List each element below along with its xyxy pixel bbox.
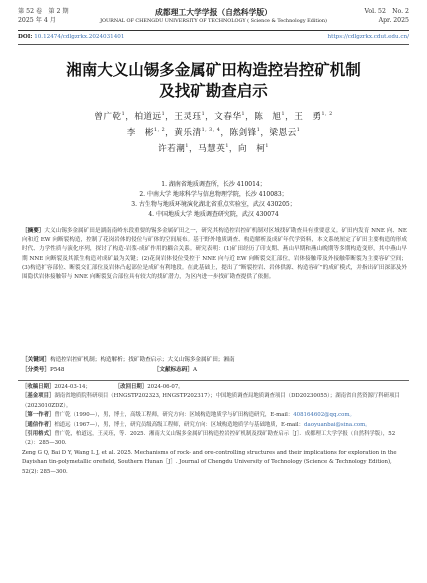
first-author-label: ［第一作者］ [22, 412, 55, 419]
author [134, 112, 165, 122]
footnote-rule [18, 380, 409, 381]
author-name: 陈剑锋 [229, 127, 257, 138]
header-right [365, 8, 410, 25]
title-line-1: 湘南大义山锡多金属矿田构造控岩控矿机制 [66, 61, 361, 79]
author [94, 112, 125, 122]
author [198, 144, 229, 154]
date-cn: 2025 年 4 月 [18, 16, 56, 24]
author-affiliation-mark: 1 [296, 127, 301, 133]
author-line-2: 李 彬$^{1, 2}$，黄乐清$^{1, 3, 4}$，陈剑锋$^1$，梁恩云$^1$ [126, 127, 301, 138]
revised-label: ［改回日期］ [114, 384, 148, 390]
doi-line [18, 33, 409, 42]
author-affiliation-mark: 1 [241, 112, 246, 117]
author-affiliation-mark: 1 [121, 112, 126, 117]
author-name: 马慧英 [198, 143, 226, 154]
abstract-label: ［摘要］ [22, 228, 45, 234]
received-label: ［收稿日期］ [22, 384, 55, 390]
fund-text: 湖南省地质院科研项目（HNGSTP202323, HNGSTP202317）；中国地质调查局地质调查项目（DD20230055）；湖南省自然资源厅科研项目（2023010ZDZ）。 [22, 393, 400, 409]
author-name: 王灵珏 [174, 111, 202, 122]
corresponding-author-text: 柏道远（1967—），男，博士，研究员级高级工程师，研究方向：区域构造地质学与基础地质，E-mail： [54, 421, 305, 428]
author-affiliation-mark: 1 [185, 143, 189, 149]
author-name: 向 柯 [238, 143, 266, 154]
clc-label: ［分类号］ [22, 367, 50, 373]
header-center [88, 8, 339, 25]
first-author-email[interactable]: 408164602@qq.com。 [293, 412, 355, 419]
author-name: 王 勇 [294, 111, 322, 122]
author [229, 128, 260, 138]
author-name: 李 彬 [126, 127, 155, 138]
author-affiliation-mark: 1, 2 [154, 127, 166, 133]
author-affiliation-mark: 1 [256, 127, 261, 133]
document-code-value: A [192, 367, 197, 373]
author [127, 128, 165, 138]
author [214, 112, 245, 122]
first-author-text: 曾广乾（1990—），男，博士，高级工程师，研究方向：区域构造地质学与矿田构造研究，E-mail： [54, 412, 294, 419]
article-footnotes [22, 383, 407, 477]
author-line-1: 曾广乾$^1$，柏道远$^1$，王灵珏$^1$，文春华$^1$，陈 旭$^1$，王 勇$^{1, 2}$ [94, 111, 333, 122]
document-code [154, 367, 197, 373]
citation-line [22, 430, 407, 449]
corresponding-author-email[interactable]: daoyuanbai@sina.com。 [304, 421, 371, 428]
author-name: 柏道远 [134, 111, 162, 122]
dates-line [22, 383, 407, 392]
author-list [40, 108, 387, 156]
fund-line [22, 392, 407, 411]
author-name: 黄乐清 [174, 127, 202, 138]
keywords-text: 构造控岩控矿机制；构造解析；找矿勘查启示；大义山锡多金属矿田；湘南 [49, 357, 235, 363]
volume-cn: 第 52 卷 第 2 期 [18, 8, 69, 15]
fund-label: ［基金项目］ [22, 393, 55, 400]
author [269, 128, 300, 138]
author-affiliation-mark: 1 [281, 112, 286, 117]
affiliation: 4. 中国地质大学 地质调查研究院，武汉 430074 [148, 211, 279, 218]
revised-date: 2024-06-07。 [147, 384, 184, 390]
author-affiliation-mark: 1, 2 [321, 112, 333, 117]
author-affiliation-mark: 1 [225, 143, 229, 149]
author-line-3: 许若潮$^1$，马慧英$^1$，向 柯$^1$ [158, 143, 269, 154]
affiliation: 1. 湖南省地质调查所，长沙 410014； [161, 181, 266, 188]
title-line-2: 及找矿勘查启示 [159, 82, 268, 100]
citation-cn: 曾广乾，柏道远，王灵珏，等．2025．湘南大义山锡多金属矿田构造控岩控矿机制及找矿勘查启示［J］．成都理工大学学报（自然科学版），52（2）：285—300. [22, 431, 396, 447]
doi-link[interactable]: 10.12474/cdlgzrkx.2024031401 [34, 34, 125, 40]
author-affiliation-mark: 1 [265, 143, 269, 149]
abstract-text: 大义山锡多金属矿田是湖南南岭东段重要的锡多金属矿田之一，研究其构造控岩控矿机制对区域找矿勘查具有重要意义。矿田内发育 NNE 向、NE 向和近 EW 向断裂构造，控制了花岗岩体的侵位与矿体的空间展布。基于野外地质调查、构造解析及成矿年代学资料，本文系统厘定了矿田主要构造的形成时代、力学性质与演化序列，探讨了构造-岩浆-成矿作用的耦合关系。研究表明：(1)矿田经历了印支期、燕山早期和燕山晚期等多期构造变形，其中燕山早期 NNE 向断裂及其派生构造对成矿最为关键；(2)花岗岩体侵位受控于 NNE 向与近 EW 向断裂交汇部位，岩体接触带及外接触带断裂为主要容矿空间；(3)构造扩容部位、断裂交汇部位及岩体凸起部位是成矿有利地段。在此基础上，提出了“断裂控岩、岩体供源、构造容矿”的成矿模式，并指出矿田深部及外围隐伏岩体接触带与 NNE 向断裂复合部位具有较大的找矿潜力，为区内进一步找矿勘查提供了依据。 [22, 228, 407, 281]
journal-url-link[interactable]: https://cdlgzrkx.cdut.edu.cn/ [327, 34, 409, 40]
clc-value: P548 [49, 367, 65, 373]
author [238, 144, 269, 154]
classification [22, 366, 407, 375]
journal-name-en: JOURNAL OF CHENGDU UNIVERSITY OF TECHNOLOGY ( Science & Technology Edition) [100, 18, 327, 24]
header-rule [18, 30, 409, 31]
affiliation-list [40, 180, 387, 220]
author-affiliation-mark: 1 [201, 112, 206, 117]
affiliation: 3. 古生物与地质环境演化湖北省重点实验室，武汉 430205； [131, 201, 296, 208]
header-left [18, 8, 69, 25]
keywords [22, 356, 407, 365]
journal-name-cn: 成都理工大学学报（自然科学版） [155, 8, 272, 17]
author-name: 文春华 [214, 111, 242, 122]
author-name: 梁恩云 [269, 127, 297, 138]
citation-label: ［引用格式］ [22, 431, 55, 438]
author [254, 112, 285, 122]
author-name: 曾广乾 [94, 111, 122, 122]
document-code-label: ［文献标志码］ [153, 367, 193, 373]
author [158, 144, 189, 154]
author-affiliation-mark: 1 [161, 112, 166, 117]
corresponding-author-line [22, 421, 407, 430]
affiliation: 2. 中南大学 地球科学与信息物理学院，长沙 410083； [139, 191, 288, 198]
received-date: 2024-03-14； [54, 384, 91, 390]
date-en: Apr. 2025 [378, 16, 409, 24]
author-affiliation-mark: 1, 3, 4 [201, 127, 221, 133]
author [174, 112, 205, 122]
corresponding-author-label: ［通信作者］ [22, 421, 55, 428]
citation-en: Zeng G Q, Bai D Y, Wang L J, et al. 2025. Mechanisms of rock- and ore-controlling structures and their implications for exploration in the Dayishan tin-polymetallic orefield, Southern Hunan［J］. Journal of Chengdu University of Technology (Science & Technology Edition), 52(2): 285—300. [22, 449, 397, 475]
first-author-line [22, 411, 407, 420]
volume-en: Vol. 52 No. 2 [364, 8, 409, 15]
author [294, 112, 332, 122]
doi-label: DOI: [18, 34, 33, 40]
paper-title [18, 60, 409, 102]
abstract [22, 227, 407, 355]
author [174, 128, 220, 138]
clc-number [22, 366, 152, 375]
author-name: 陈 旭 [254, 111, 282, 122]
doi-rule [18, 44, 409, 45]
author-name: 许若潮 [158, 143, 186, 154]
keywords-label: ［关键词］ [22, 357, 50, 363]
